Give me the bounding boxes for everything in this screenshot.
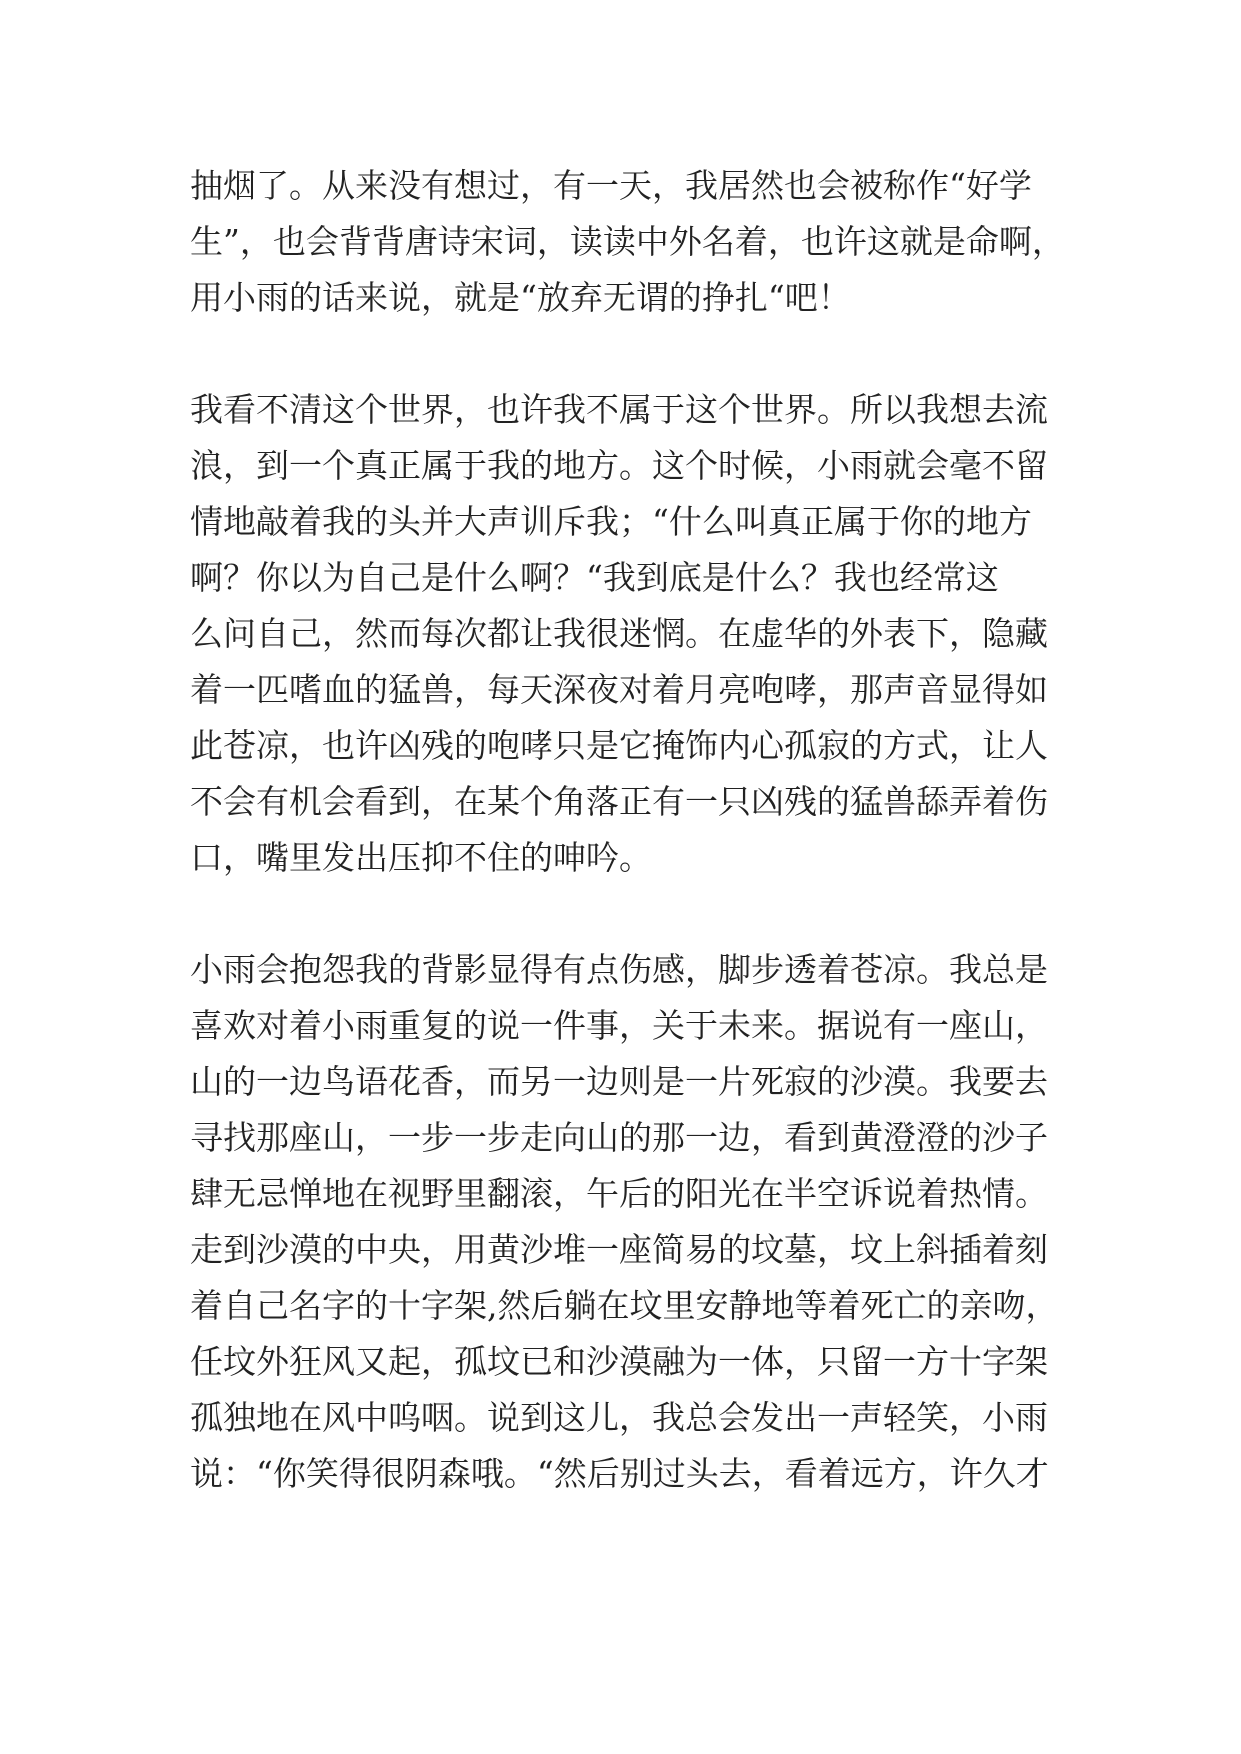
text-line: 说：“你笑得很阴森哦。“然后别过头去，看着远方，许久才 bbox=[190, 1454, 1049, 1493]
text-line: 孤独地在风中呜咽。说到这儿，我总会发出一声轻笑，小雨 bbox=[190, 1398, 1048, 1437]
text-line: 么问自己，然而每次都让我很迷惘。在虚华的外表下，隐藏 bbox=[190, 614, 1048, 653]
text-line: 肆无忌惮地在视野里翻滚，午后的阳光在半空诉说着热情。 bbox=[190, 1174, 1048, 1213]
paragraph-1 bbox=[190, 158, 1065, 326]
paragraph-3 bbox=[190, 942, 1059, 1502]
text-line: 啊？你以为自己是什么啊？“我到底是什么？我也经常这 bbox=[190, 558, 999, 597]
text-line: 寻找那座山，一步一步走向山的那一边，看到黄澄澄的沙子 bbox=[190, 1118, 1048, 1157]
body-text bbox=[190, 158, 1065, 1502]
paragraph-spacer bbox=[190, 326, 1050, 382]
text-line: 着一匹嗜血的猛兽，每天深夜对着月亮咆哮，那声音显得如 bbox=[190, 670, 1048, 709]
text-line: 浪，到一个真正属于我的地方。这个时候，小雨就会毫不留 bbox=[190, 446, 1048, 485]
text-line: 情地敲着我的头并大声训斥我；“什么叫真正属于你的地方 bbox=[190, 502, 1032, 541]
paragraph-spacer bbox=[190, 886, 1050, 942]
text-line: 喜欢对着小雨重复的说一件事，关于未来。据说有一座山， bbox=[190, 1006, 1048, 1045]
text-line: 小雨会抱怨我的背影显得有点伤感，脚步透着苍凉。我总是 bbox=[190, 950, 1048, 989]
text-line: 抽烟了。从来没有想过，有一天，我居然也会被称作“好学 bbox=[190, 166, 1032, 205]
text-line: 山的一边鸟语花香，而另一边则是一片死寂的沙漠。我要去 bbox=[190, 1062, 1048, 1101]
text-line: 走到沙漠的中央，用黄沙堆一座简易的坟墓，坟上斜插着刻 bbox=[190, 1230, 1048, 1269]
text-line: 不会有机会看到，在某个角落正有一只凶残的猛兽舔弄着伤 bbox=[190, 782, 1048, 821]
text-line: 此苍凉，也许凶残的咆哮只是它掩饰内心孤寂的方式，让人 bbox=[190, 726, 1048, 765]
text-line: 口，嘴里发出压抑不住的呻吟。 bbox=[190, 838, 652, 877]
text-line: 生”，也会背背唐诗宋词，读读中外名着，也许这就是命啊， bbox=[190, 222, 1065, 261]
text-line: 着自己名字的十字架,然后躺在坟里安静地等着死亡的亲吻， bbox=[190, 1286, 1059, 1325]
text-line: 任坟外狂风又起，孤坟已和沙漠融为一体，只留一方十字架 bbox=[190, 1342, 1048, 1381]
paragraph-2 bbox=[190, 382, 1050, 886]
text-line: 我看不清这个世界，也许我不属于这个世界。所以我想去流 bbox=[190, 390, 1048, 429]
text-line: 用小雨的话来说，就是“放弃无谓的挣扎“吧！ bbox=[190, 278, 851, 317]
